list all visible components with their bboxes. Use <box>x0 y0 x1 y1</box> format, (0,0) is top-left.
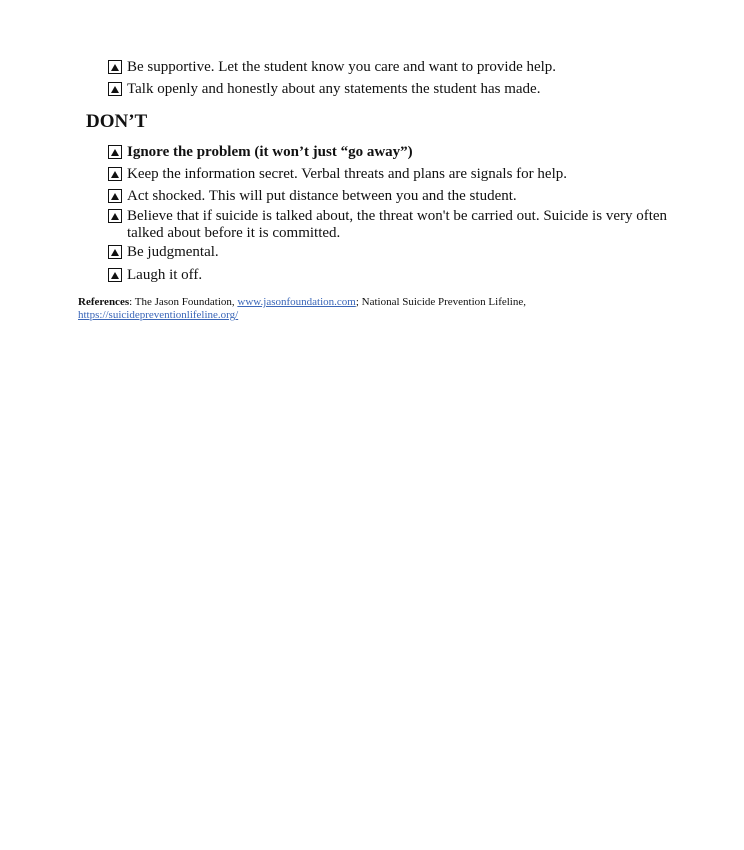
triangle-checkbox-icon <box>108 268 122 282</box>
dont-item-act-shocked <box>108 188 708 205</box>
triangle-checkbox-icon <box>108 145 122 159</box>
do-item-text: Be supportive. Let the student know you care and want to provide help. <box>127 59 557 75</box>
dont-item-text: Keep the information secret. Verbal threats and plans are signals for help. <box>127 166 567 182</box>
do-item-text: Talk openly and honestly about any statements the student has made. <box>127 81 541 97</box>
triangle-checkbox-icon <box>108 60 122 74</box>
dont-item-text: Be judgmental. <box>127 244 219 260</box>
reference-source-lifeline: ; National Suicide Prevention Lifeline, <box>355 296 526 308</box>
dont-item-text: Believe that if suicide is talked about, the threat won't be carried out. Suicide is very often talked about before it is committed. <box>127 208 668 241</box>
dont-item-believe-threat <box>108 208 673 242</box>
dont-item-text: Act shocked. This will put distance between you and the student. <box>127 188 517 204</box>
dont-heading: DON’T <box>86 111 148 132</box>
triangle-checkbox-icon <box>108 167 122 181</box>
references-label: References <box>78 296 130 308</box>
dont-item-judgmental <box>108 244 708 261</box>
reference-source-jason: The Jason Foundation, <box>134 296 235 308</box>
dont-item-text: Laugh it off. <box>127 267 203 283</box>
triangle-checkbox-icon <box>108 209 122 223</box>
dont-item-keep-secret <box>108 166 708 183</box>
dont-item-laugh-off <box>108 267 708 284</box>
dont-item-text: Ignore the problem (it won’t just “go away”) <box>127 144 413 160</box>
triangle-checkbox-icon <box>108 189 122 203</box>
dont-item-ignore-problem <box>108 144 708 161</box>
triangle-checkbox-icon <box>108 245 122 259</box>
references: References: The Jason Foundation, www.jasonfoundation.com; National Suicide Prevention Lifeline, https://suicidepreventionlifeline.org/ <box>78 296 526 321</box>
lifeline-link[interactable]: https://suicidepreventionlifeline.org/ <box>78 309 239 321</box>
do-item-talk-openly <box>108 81 708 98</box>
jason-foundation-link[interactable]: www.jasonfoundation.com <box>237 296 356 308</box>
triangle-checkbox-icon <box>108 82 122 96</box>
do-item-be-supportive <box>108 59 708 76</box>
